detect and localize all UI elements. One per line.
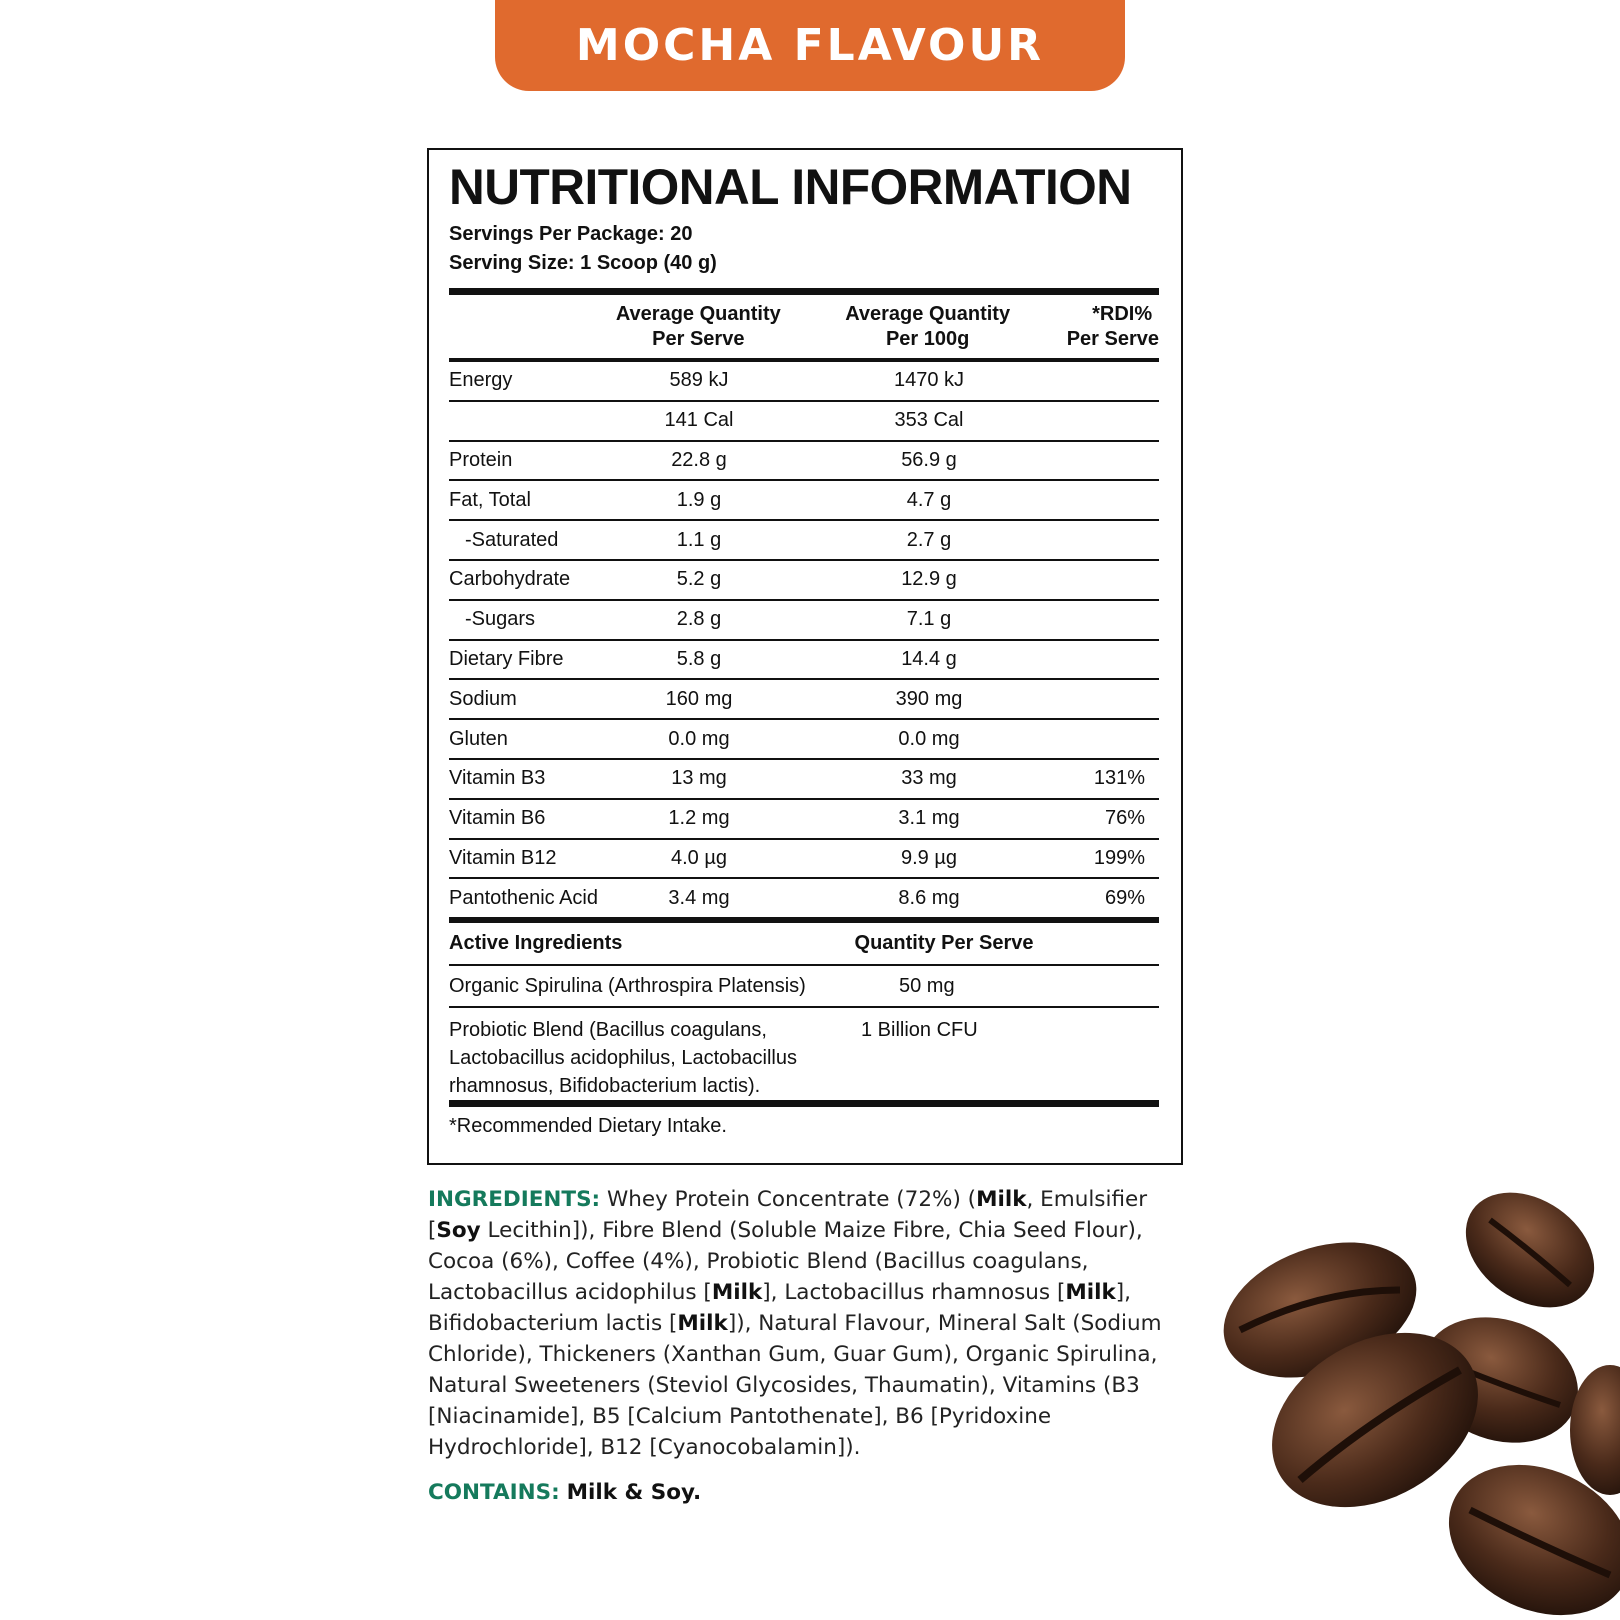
table-row (449, 601, 1159, 639)
active-row: Organic Spirulina (Arthrospira Platensis) 50 mg (449, 974, 955, 997)
nutrient-name: Energy (449, 369, 513, 392)
table-header (449, 295, 1159, 358)
per-100g-value: 9.9 µg (900, 846, 957, 869)
per-serve-value: 2.8 g (676, 608, 722, 631)
per-serve-value: 13 mg (671, 767, 727, 790)
active-header-name: Active Ingredients (449, 932, 623, 955)
per-100g-value: 0.0 mg (898, 727, 960, 750)
per-serve-value: 3.4 mg (668, 886, 730, 909)
ingredient-text: ], Lactobacillus rhamnosus [ (762, 1280, 1066, 1305)
table-row (449, 879, 1159, 917)
per-100g-value: 14.4 g (901, 647, 957, 670)
per-serve-value: 22.8 g (671, 448, 727, 471)
active-header-qty: Quantity Per Serve (854, 932, 1034, 955)
per-100g-value: 390 mg (895, 687, 963, 710)
ingredient-text: ], Bifidobacterium lactis [ (428, 1280, 1132, 1336)
flavour-banner (495, 0, 1125, 91)
rdi-value: 76% (1104, 807, 1145, 830)
per-serve-value: 589 kJ (669, 369, 729, 392)
nutrient-name: Vitamin B12 (449, 846, 557, 869)
per-serve-value: 160 mg (665, 687, 733, 710)
header-per-100g: Average Quantity Per 100g (845, 302, 1011, 350)
per-100g-value: 3.1 mg (898, 807, 960, 830)
nutrient-name: -Sugars (465, 608, 536, 631)
nutrient-name: Fat, Total (449, 488, 531, 511)
ingredient-text: Whey Protein Concentrate (72%) ( (600, 1187, 977, 1212)
panel-title: NUTRITIONAL INFORMATION (449, 159, 1132, 215)
per-serve-value: 4.0 µg (670, 846, 727, 869)
per-100g-value: 7.1 g (906, 608, 952, 631)
header-per-serve: Average Quantity Per Serve (615, 302, 781, 350)
table-row (449, 680, 1159, 718)
table-row (449, 840, 1159, 878)
servings-per-package: Servings Per Package: 20 (449, 223, 693, 245)
header-rdi: *RDI% Per Serve (1066, 302, 1159, 350)
per-100g-value: 33 mg (901, 767, 957, 790)
per-serve-value: 1.2 mg (668, 807, 730, 830)
allergen-text: Milk (1065, 1280, 1116, 1305)
nutrient-name: Vitamin B6 (449, 807, 546, 830)
ingredient-text: , Emulsifier [ (428, 1187, 1148, 1243)
per-100g-value: 1470 kJ (893, 369, 965, 392)
active-row: Probiotic Blend (Bacillus coagulans, Lactobacillus acidophilus, Lactobacillus rhamnosus, Bifidobacterium lactis). 1 Billion CFU (449, 1019, 978, 1098)
table-row (449, 362, 1159, 400)
flavour-title: MOCHA FLAVOUR (575, 20, 1045, 71)
contains-label: CONTAINS: (428, 1480, 560, 1505)
nutrient-name: Protein (449, 448, 513, 471)
allergen-text: Milk (677, 1311, 728, 1336)
table-row (449, 760, 1159, 798)
nutrient-name: Sodium (449, 687, 517, 710)
table-row (449, 442, 1159, 480)
per-serve-value: 1.9 g (676, 488, 722, 511)
rdi-value: 131% (1093, 767, 1145, 790)
divider (449, 1100, 1159, 1107)
contains-line (428, 1480, 701, 1505)
ingredients-text (428, 1184, 1198, 1463)
serving-size: Serving Size: 1 Scoop (40 g) (449, 252, 717, 274)
rdi-value: 199% (1093, 846, 1145, 869)
per-100g-value: 4.7 g (906, 488, 952, 511)
per-serve-value: 1.1 g (676, 528, 722, 551)
table-row (449, 481, 1159, 519)
per-100g-value: 56.9 g (901, 448, 957, 471)
nutrition-panel (427, 148, 1183, 1165)
per-serve-value: 5.8 g (676, 647, 722, 670)
table-row (449, 800, 1159, 838)
ingredient-text: ]), Natural Flavour, Mineral Salt (Sodium Chloride), Thickeners (Xanthan Gum, Guar Gum), Organic Spirulina, Natural Sweeteners (Steviol Glycosides, Thaumatin), Vitamins (B3 [Niacinamide], B5 [Calcium Pantothenate], B6 [Pyridoxine Hydrochloride], B12 [Cyanocobalamin]). (428, 1311, 1162, 1460)
per-100g-value: 353 Cal (894, 409, 964, 432)
per-serve-value: 141 Cal (664, 409, 734, 432)
table-row (449, 641, 1159, 679)
allergen-text: Milk (976, 1187, 1027, 1212)
rdi-value: 69% (1104, 886, 1145, 909)
nutrient-name: Pantothenic Acid (449, 886, 598, 909)
allergen-text: Soy (436, 1218, 481, 1243)
table-row (449, 720, 1159, 758)
table-row (449, 402, 1159, 440)
per-serve-value: 5.2 g (676, 568, 722, 591)
per-100g-value: 8.6 mg (898, 886, 960, 909)
nutrient-name: Dietary Fibre (449, 647, 564, 670)
ingredient-text: Lecithin]), Fibre Blend (Soluble Maize Fibre, Chia Seed Flour), Cocoa (6%), Coffee (4%), Probiotic Blend (Bacillus coagulans, Lactobacillus acidophilus [ (428, 1218, 1143, 1305)
nutrient-name: Gluten (449, 727, 508, 750)
active-header (449, 923, 1159, 964)
table-row (449, 521, 1159, 559)
allergen-text: Milk (711, 1280, 763, 1305)
table-row (449, 561, 1159, 599)
footnote: *Recommended Dietary Intake. (449, 1115, 727, 1138)
nutrient-name: Vitamin B3 (449, 767, 546, 790)
nutrient-name: -Saturated (465, 528, 559, 551)
nutrient-name: Carbohydrate (449, 568, 571, 591)
coffee-beans-icon (1200, 1180, 1620, 1620)
divider (449, 288, 1159, 295)
per-100g-value: 2.7 g (906, 528, 952, 551)
nutrient-rows (449, 362, 1159, 917)
contains-value: Milk & Soy. (566, 1480, 702, 1505)
per-100g-value: 12.9 g (901, 568, 957, 591)
per-serve-value: 0.0 mg (668, 727, 730, 750)
ingredients-label: INGREDIENTS: (428, 1187, 601, 1212)
